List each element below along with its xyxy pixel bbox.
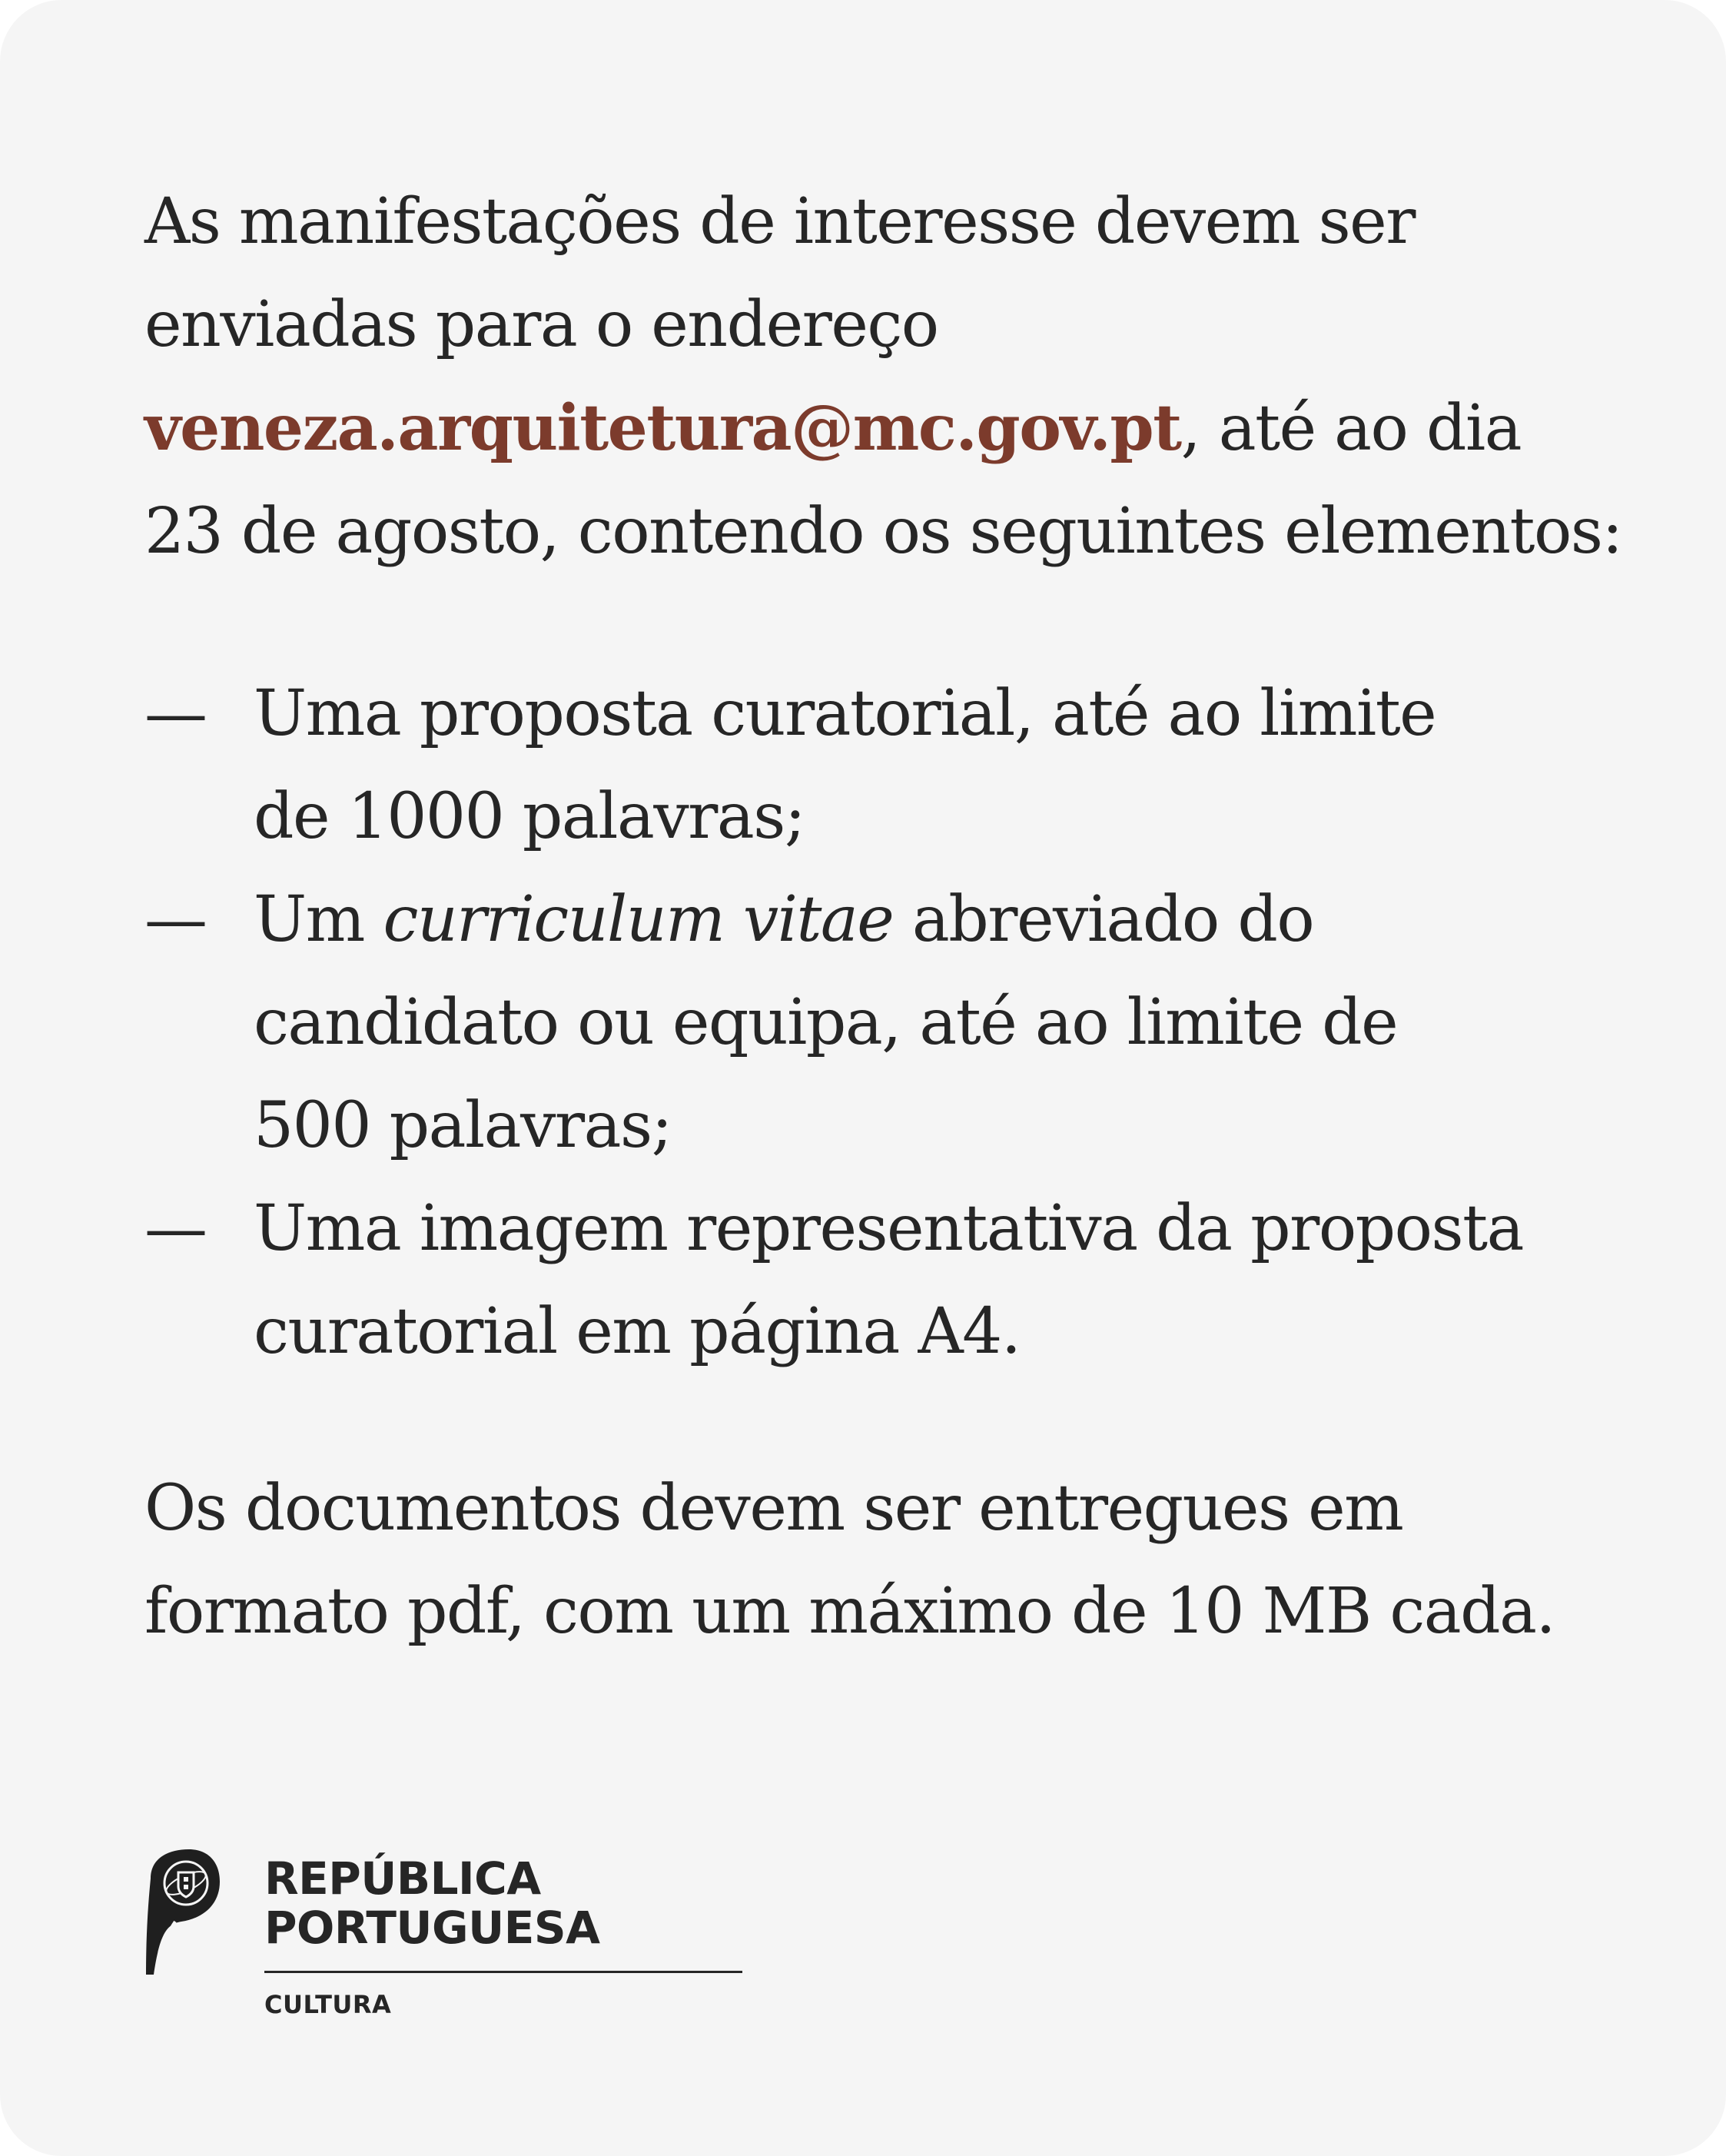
list-item-2-pre: Um — [254, 883, 383, 956]
list-item — [144, 1178, 1523, 1384]
closing-line-1: Os documentos devem ser entregues em — [144, 1472, 1403, 1545]
list-item-2-post: abreviado do — [893, 883, 1314, 956]
intro-line-3-rest: , até ao dia — [1180, 392, 1522, 465]
logo-line-2: PORTUGUESA — [264, 1902, 600, 1954]
list-item-2-line-2: candidato ou equipa, até ao limite de — [254, 986, 1398, 1059]
republica-portuguesa-logo — [144, 1848, 682, 2032]
list-item-2-italic: curriculum vitae — [383, 883, 894, 956]
list-dash: — — [144, 883, 207, 956]
intro-line-4: 23 de agosto, contendo os seguintes elementos: — [144, 495, 1622, 568]
closing-line-2: formato pdf, com um máximo de 10 MB cada. — [144, 1575, 1555, 1648]
closing-paragraph — [144, 1457, 1555, 1663]
requirements-list — [144, 663, 1523, 1384]
logo-wordmark — [264, 1854, 600, 1952]
list-item-1-line-1: Uma proposta curatorial, até ao limite — [254, 677, 1436, 750]
list-item-2-line-3: 500 palavras; — [254, 1089, 672, 1162]
logo-line-1: REPÚBLICA — [264, 1852, 541, 1905]
list-item-3-line-1: Uma imagem representativa da proposta — [254, 1192, 1523, 1265]
list-dash: — — [144, 677, 207, 750]
intro-line-1: As manifestações de interesse devem ser — [144, 185, 1415, 258]
intro-line-2: enviadas para o endereço — [144, 288, 938, 361]
intro-line-3 — [144, 377, 1622, 480]
intro-paragraph — [144, 171, 1622, 583]
logo-divider — [264, 1971, 742, 1973]
list-item — [144, 663, 1523, 869]
list-item — [144, 869, 1523, 1178]
list-item-3-line-2: curatorial em página A4. — [254, 1295, 1021, 1368]
portuguese-coat-of-arms-icon — [144, 1848, 221, 1975]
logo-subtitle: CULTURA — [264, 1990, 392, 2019]
list-item-1-line-2: de 1000 palavras; — [254, 780, 805, 853]
list-item-2-line-1 — [254, 869, 1523, 972]
email-link[interactable]: veneza.arquitetura@mc.gov.pt — [144, 391, 1181, 465]
list-dash: — — [144, 1192, 207, 1265]
